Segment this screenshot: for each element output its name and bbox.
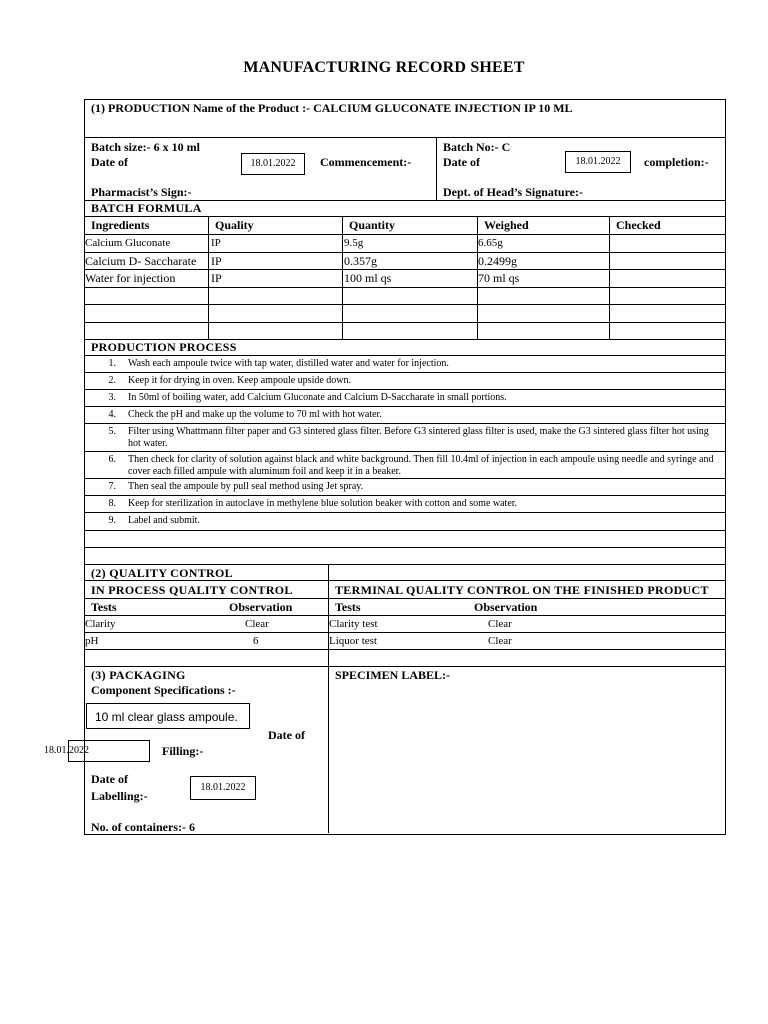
date-of-filling-label: Date of — [268, 728, 305, 742]
batch-formula-heading: BATCH FORMULA — [91, 201, 202, 215]
qc-test: Clarity — [85, 618, 116, 630]
production-heading-prefix: (1) PRODUCTION — [91, 101, 190, 115]
table-cell: Water for injection — [85, 271, 176, 285]
qc-test: Liquor test — [329, 635, 377, 647]
col-quantity: Quantity — [349, 218, 396, 232]
divider — [84, 252, 725, 253]
commencement-date-field[interactable]: 18.01.2022 — [241, 153, 305, 175]
divider — [84, 287, 725, 288]
divider — [84, 598, 725, 599]
step-number: 9. — [108, 515, 116, 526]
qc-observation: Clear — [488, 618, 512, 630]
divider — [84, 615, 725, 616]
qc-observation: Clear — [488, 635, 512, 647]
labelling-label-line1: Date of — [91, 772, 128, 786]
step-text: Wash each ampoule twice with tap water, distilled water and water for injection. — [128, 358, 449, 369]
divider — [436, 137, 437, 200]
step-text: Filter using Whattmann filter paper and G3 sintered glass filter. Before G3 sintered glass filter is used, make the G3 sintered glass filter hot using hot water. — [128, 426, 709, 449]
process-step — [102, 409, 722, 423]
specimen-label: SPECIMEN LABEL:- — [335, 668, 451, 682]
component-spec-label: Component Specifications :- — [91, 683, 236, 697]
step-number: 4. — [108, 409, 116, 420]
batch-size: Batch size:- 6 x 10 ml — [91, 140, 200, 154]
divider — [84, 512, 725, 513]
step-text: In 50ml of boiling water, add Calcium Gluconate and Calcium D-Saccharate in small portions. — [128, 392, 507, 403]
divider — [84, 372, 725, 373]
process-step — [102, 481, 722, 495]
col-ingredients: Ingredients — [91, 218, 150, 232]
process-step — [102, 375, 722, 389]
col-weighed: Weighed — [484, 218, 529, 232]
process-step — [102, 392, 722, 406]
divider — [84, 530, 725, 531]
process-step — [102, 358, 722, 372]
divider — [84, 304, 725, 305]
divider — [84, 234, 725, 235]
divider — [84, 269, 725, 270]
step-text: Check the pH and make up the volume to 70 ml with hot water. — [128, 409, 382, 420]
filling-date-value: 18.01.2022 — [44, 745, 89, 756]
table-cell: Calcium D- Saccharate — [85, 254, 197, 268]
table-cell: 70 ml qs — [478, 271, 520, 285]
labelling-label-line2: Labelling:- — [91, 789, 148, 803]
terminal-qc-heading: TERMINAL QUALITY CONTROL ON THE FINISHED PRODUCT — [335, 583, 709, 597]
batch-no: Batch No:- C — [443, 140, 511, 154]
divider — [84, 451, 725, 452]
divider — [84, 580, 725, 581]
table-cell: 0.357g — [344, 254, 377, 268]
step-text: Label and submit. — [128, 515, 200, 526]
table-cell: IP — [211, 254, 222, 268]
qc-test: pH — [85, 635, 99, 647]
step-number: 8. — [108, 498, 116, 509]
filling-label: Filling:- — [162, 744, 204, 758]
product-name: Name of the Product :- CALCIUM GLUCONATE INJECTION IP 10 ML — [190, 101, 573, 115]
divider — [84, 355, 725, 356]
pharmacist-sign: Pharmacist’s Sign:- — [91, 185, 192, 199]
qc-test: Clarity test — [329, 618, 378, 630]
divider — [84, 137, 725, 138]
step-text: Keep for sterilization in autoclave in methylene blue solution beaker with cotton and some water. — [128, 498, 518, 509]
table-cell: 0.2499g — [478, 254, 517, 268]
divider — [84, 495, 725, 496]
tests-label: Tests — [91, 600, 117, 614]
tests-label-terminal: Tests — [335, 600, 361, 614]
page-title: MANUFACTURING RECORD SHEET — [243, 59, 525, 76]
divider — [84, 666, 725, 667]
date-of-right-label: Date of — [443, 155, 480, 169]
step-number: 2. — [108, 375, 116, 386]
divider — [84, 478, 725, 479]
labelling-date-field[interactable]: 18.01.2022 — [190, 776, 256, 800]
table-cell: IP — [211, 271, 222, 285]
component-spec-field[interactable]: 10 ml clear glass ampoule. — [86, 703, 250, 729]
process-step — [102, 515, 722, 529]
col-checked: Checked — [616, 218, 661, 232]
containers-count: No. of containers:- 6 — [91, 820, 195, 834]
table-cell: 6.65g — [478, 237, 503, 249]
qc-observation: 6 — [253, 635, 259, 647]
divider — [84, 649, 725, 650]
step-text: Keep it for drying in oven. Keep ampoule upside down. — [128, 375, 352, 386]
completion-date-field[interactable]: 18.01.2022 — [565, 151, 631, 173]
step-number: 1. — [108, 358, 116, 369]
divider — [84, 322, 725, 323]
col-quality: Quality — [215, 218, 254, 232]
process-step — [102, 454, 722, 478]
packaging-heading: (3) PACKAGING — [91, 668, 186, 682]
divider — [84, 389, 725, 390]
completion-label: completion:- — [644, 155, 709, 169]
table-cell: IP — [211, 237, 221, 249]
in-process-qc-heading: IN PROCESS QUALITY CONTROL — [91, 583, 293, 597]
step-number: 3. — [108, 392, 116, 403]
production-process-heading: PRODUCTION PROCESS — [91, 340, 237, 354]
qc-observation: Clear — [245, 618, 269, 630]
divider — [84, 632, 725, 633]
hod-signature: Dept. of Head’s Signature:- — [443, 185, 583, 199]
quality-control-heading: (2) QUALITY CONTROL — [91, 566, 233, 580]
step-text: Then seal the ampoule by pull seal method using Jet spray. — [128, 481, 364, 492]
divider — [84, 216, 725, 217]
production-heading — [91, 101, 573, 115]
process-step — [102, 426, 722, 450]
table-cell: 9.5g — [344, 237, 364, 249]
step-text: Then check for clarity of solution against black and white background. Then fill 10.4ml of injection in each ampoule using needle and syringe and cover each filled ampule with aluminum foil and keep it in a beaker. — [128, 454, 714, 477]
commencement-label: Commencement:- — [320, 155, 412, 169]
observation-label: Observation — [229, 600, 293, 614]
table-cell: Calcium Gluconate — [85, 237, 171, 249]
divider — [84, 406, 725, 407]
process-step — [102, 498, 722, 512]
divider — [84, 423, 725, 424]
step-number: 5. — [108, 426, 116, 437]
observation-label-terminal: Observation — [474, 600, 538, 614]
step-number: 7. — [108, 481, 116, 492]
divider — [328, 564, 329, 833]
date-of-label: Date of — [91, 155, 128, 169]
divider — [84, 547, 725, 548]
step-number: 6. — [108, 454, 116, 465]
table-cell: 100 ml qs — [344, 271, 392, 285]
divider — [84, 564, 725, 565]
